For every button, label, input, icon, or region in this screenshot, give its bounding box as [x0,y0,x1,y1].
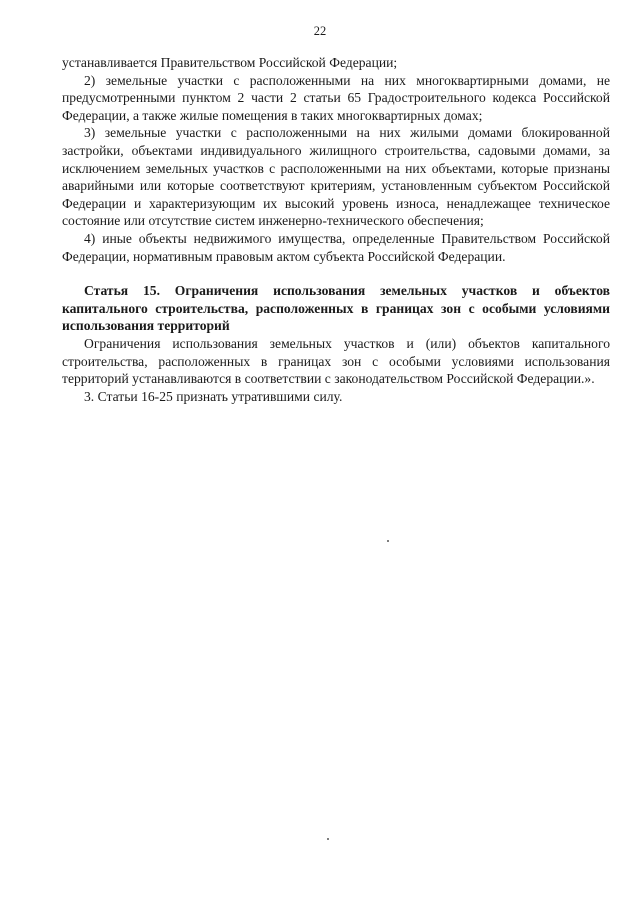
paragraph-item-2: 2) земельные участки с расположенными на них многоквартирными домами, не предусмотренными пунктом 2 части 2 статьи 65 Градостроительного кодекса Российской Федерации, а также жилые помещения в таких многоквартирных домах; [62,72,610,123]
paragraph-continuation: устанавливается Правительством Российской Федерации; [62,55,398,70]
article-15-heading: Статья 15. Ограничения использования земельных участков и объектов капитального строительства, расположенных в границах зон с особыми условиями использования территорий [62,283,610,334]
article-15-body: Ограничения использования земельных участков и (или) объектов капитального строительства, расположенных в границах зон с особыми условиями использования территорий устанавливаются в соответствии с законодательством Российской Федерации.». [62,335,610,387]
paragraph-item-3: 3) земельные участки с расположенными на них жилыми домами блокированной застройки, объектами индивидуального жилищного строительства, садовыми домами, за исключением земельных участков с расположенными на них объектами, которые признаны аварийными или которые соответствуют критериям, установленным субъектом Российской Федерации и характеризующим их высокий уровень износа, ненадлежащее техническое состояние или отсутствие систем инженерно-технического обеспечения; [62,125,610,229]
scan-speck [327,838,329,840]
page-number: 22 [313,24,327,38]
scan-speck [387,540,389,542]
paragraph-item-4: 4) иные объекты недвижимого имущества, определенные Правительством Российской Федерации, нормативным правовым актом субъекта Российской Федерации. [62,230,610,264]
document-body [62,54,610,405]
paragraph-item-3-repeal: 3. Статьи 16-25 признать утратившими силу. [84,388,343,404]
